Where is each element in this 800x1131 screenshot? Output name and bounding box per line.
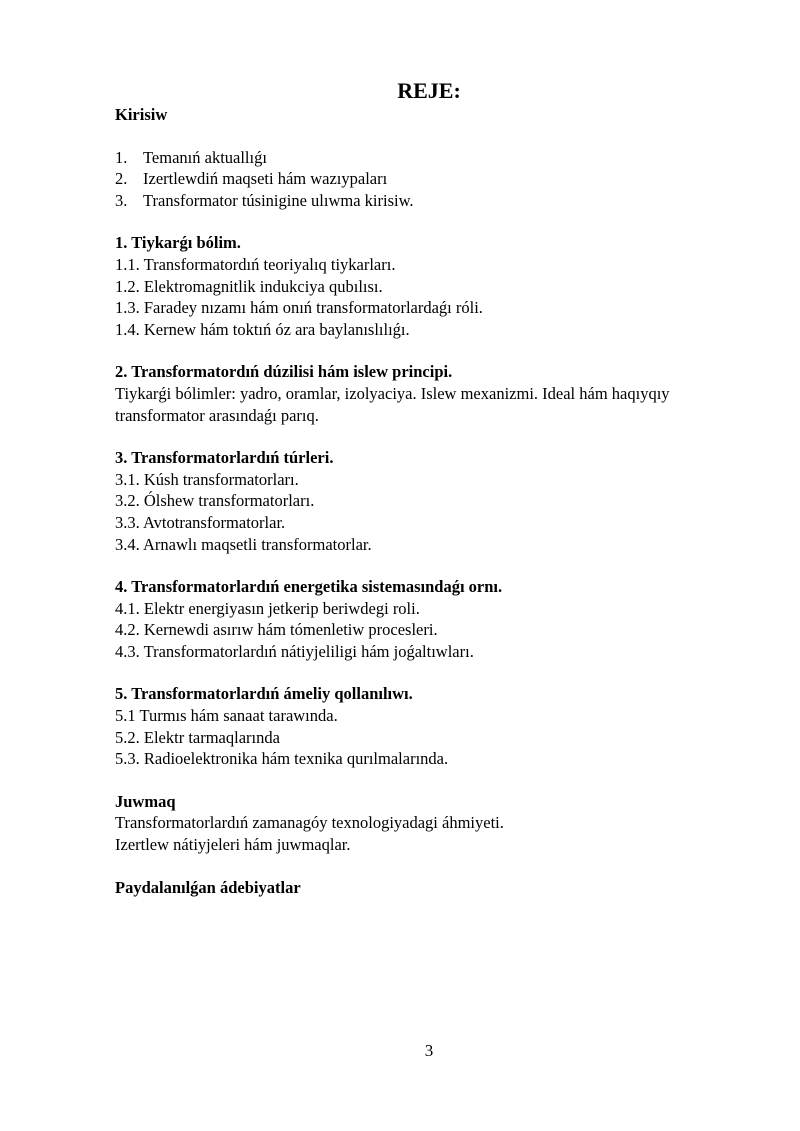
list-item-number: 3. <box>115 190 128 210</box>
section-heading: 1. Tiykarǵı bólim. <box>115 233 241 253</box>
list-item-text: Temanıń aktuallıǵı <box>143 147 267 167</box>
list-item-text: Izertlewdiń maqseti hám wazıypaları <box>143 169 388 189</box>
section-line: 1.2. Elektromagnitlik indukciya qubılısı. <box>115 276 383 296</box>
section-line: 5.3. Radioelektronika hám texnika qurılmalarında. <box>115 749 449 769</box>
spacer <box>115 662 695 683</box>
spacer <box>115 126 695 147</box>
spacer <box>115 770 695 791</box>
conclusion-line: Izertlew nátiyjeleri hám juwmaqlar. <box>115 835 351 855</box>
section-line: 3.4. Arnawlı maqsetli transformatorlar. <box>115 534 372 554</box>
list-item <box>115 190 695 212</box>
intro-list <box>115 147 695 212</box>
section-heading: 3. Transformatorlardıń túrleri. <box>115 448 334 468</box>
section-line: 1.4. Kernew hám toktıń óz ara baylanıslılıǵı. <box>115 319 410 339</box>
section-line: 1.3. Faradey nızamı hám onıń transformatorlardaǵı róli. <box>115 298 483 318</box>
section-heading: 2. Transformatordıń dúzilisi hám islew principi. <box>115 362 453 382</box>
conclusion-heading: Juwmaq <box>115 791 176 811</box>
list-item <box>115 168 695 190</box>
intro-heading: Kirisiw <box>115 105 168 124</box>
section-paragraph: Tiykarǵi bólimler: yadro, oramlar, izolyaciya. Islew mexanizmi. Ideal hám haqıyqıy transformator arasındaǵı parıq. <box>115 383 670 425</box>
conclusion-line: Transformatorlardıń zamanagóy texnologiyadagi áhmiyeti. <box>115 813 504 833</box>
page-number: 3 <box>424 1041 434 1060</box>
list-item-number: 1. <box>115 147 128 167</box>
spacer <box>115 856 695 877</box>
section-line: 4.1. Elektr energiyasın jetkerip beriwdegi roli. <box>115 598 420 618</box>
spacer <box>115 555 695 576</box>
section-line: 1.1. Transformatordıń teoriyalıq tiykarları. <box>115 254 396 274</box>
section-line: 3.1. Kúsh transformatorları. <box>115 469 299 489</box>
section-line: 3.2. Ólshew transformatorları. <box>115 491 315 511</box>
section-line: 4.3. Transformatorlardıń nátiyjeliligi hám joǵaltıwları. <box>115 641 474 661</box>
section-line: 5.2. Elektr tarmaqlarında <box>115 727 280 747</box>
spacer <box>115 211 695 232</box>
spacer <box>115 340 695 361</box>
references-heading: Paydalanılǵan ádebiyatlar <box>115 877 301 897</box>
section-line: 4.2. Kernewdi asırıw hám tómenletiw procesleri. <box>115 620 438 640</box>
section-heading: 5. Transformatorlardıń ámeliy qollanılıwı. <box>115 684 413 704</box>
spacer <box>115 426 695 447</box>
section-line: 3.3. Avtotransformatorlar. <box>115 512 286 532</box>
list-item-text: Transformator túsinigine ulıwma kirisiw. <box>143 190 414 210</box>
section-heading: 4. Transformatorlardıń energetika sistemasındaǵı ornı. <box>115 577 503 597</box>
section-line: 5.1 Turmıs hám sanaat tarawında. <box>115 706 338 726</box>
table-of-contents <box>115 104 695 898</box>
list-item <box>115 147 695 169</box>
page-title: REJE: <box>397 78 461 103</box>
list-item-number: 2. <box>115 169 128 189</box>
